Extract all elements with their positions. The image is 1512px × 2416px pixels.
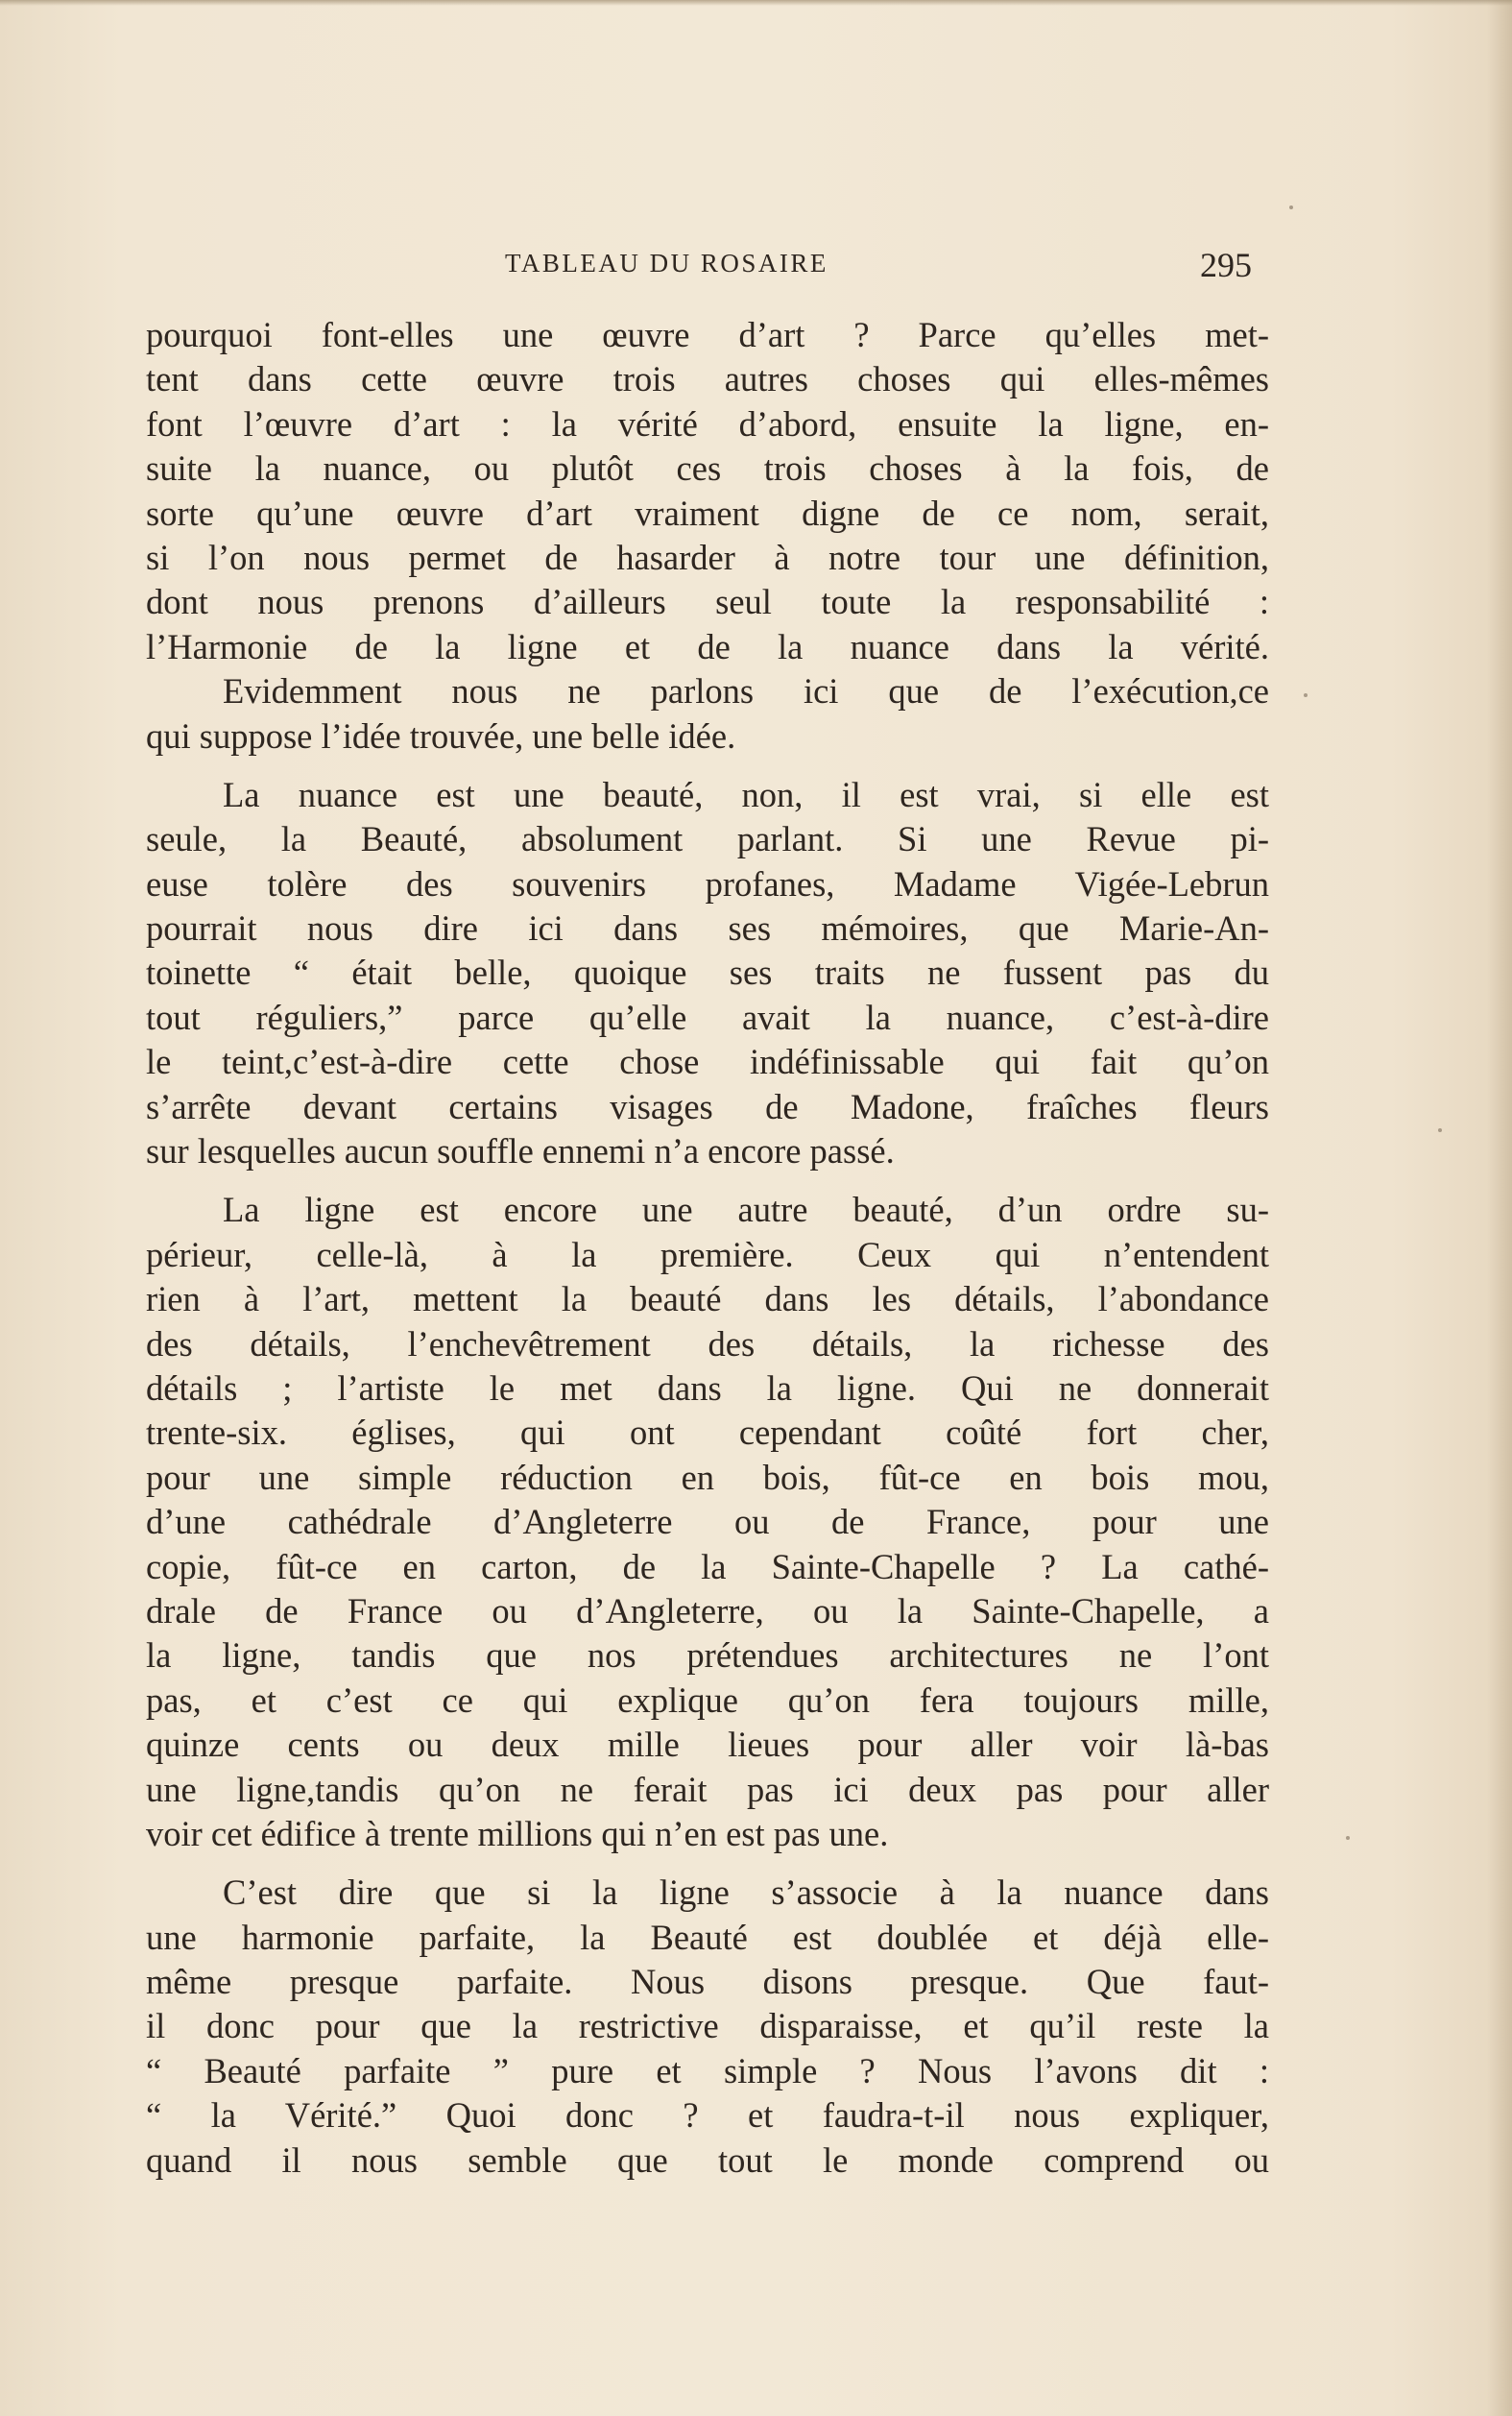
text-line: seule, la Beauté, absolument parlant. Si une Revue pi- (146, 819, 1269, 859)
text-line: copie, fût-ce en carton, de la Sainte-Chapelle ? La cathé- (146, 1546, 1269, 1586)
text-line: l’Harmonie de la ligne et de la nuance dans la vérité. (146, 626, 1269, 666)
paper-speck (1346, 1836, 1350, 1840)
text-line: une harmonie parfaite, la Beauté est doublée et déjà elle- (146, 1917, 1269, 1957)
text-line: la ligne, tandis que nos prétendues architectures ne l’ont (146, 1635, 1269, 1676)
text-line: même presque parfaite. Nous disons presque. Que faut- (146, 1962, 1269, 2002)
text-line: euse tolère des souvenirs profanes, Madame Vigée-Lebrun (146, 863, 1269, 904)
text-line: quinze cents ou deux mille lieues pour aller voir là-bas (146, 1725, 1269, 1765)
text-line: des détails, l’enchevêtrement des détails, la richesse des (146, 1323, 1269, 1364)
text-line: font l’œuvre d’art : la vérité d’abord, ensuite la ligne, en- (146, 403, 1269, 444)
text-line: d’une cathédrale d’Angleterre ou de France, pour une (146, 1502, 1269, 1542)
text-line: “ la Vérité.” Quoi donc ? et faudra-t-il nous expliquer, (146, 2095, 1269, 2136)
text-line: pourquoi font-elles une œuvre d’art ? Parce qu’elles met- (146, 315, 1269, 354)
text-line: “ Beauté parfaite ” pure et simple ? Nous l’avons dit : (146, 2050, 1269, 2090)
text-line: drale de France ou d’Angleterre, ou la Sainte-Chapelle, a (146, 1590, 1269, 1631)
paragraph-4 (146, 1871, 1269, 2183)
paragraph-2 (146, 773, 1269, 1174)
text-line: sorte qu’une œuvre d’art vraiment digne de ce nom, serait, (146, 493, 1269, 533)
text-line: voir cet édifice à trente millions qui n’en est pas une. (146, 1813, 889, 1853)
text-line: une ligne,tandis qu’on ne ferait pas ici deux pas pour aller (146, 1769, 1269, 1809)
paragraph-gap (146, 759, 1269, 773)
text-line: dont nous prenons d’ailleurs seul toute la responsabilité : (146, 582, 1269, 622)
paper-speck (1289, 205, 1293, 209)
text-line: détails ; l’artiste le met dans la ligne. Qui ne donnerait (146, 1367, 1269, 1408)
text-line: tent dans cette œuvre trois autres choses qui elles-mêmes (146, 359, 1269, 399)
text-line: s’arrête devant certains visages de Madone, fraîches fleurs (146, 1086, 1269, 1126)
text-line: sur lesquelles aucun souffle ennemi n’a encore passé. (146, 1131, 895, 1172)
text-line: périeur, celle-là, à la première. Ceux qui n’entendent (146, 1234, 1269, 1274)
text-line: trente-six. églises, qui ont cependant coûté fort cher, (146, 1413, 1269, 1453)
paragraph-gap (146, 1856, 1269, 1871)
text-line: si l’on nous permet de hasarder à notre tour une définition, (146, 537, 1269, 577)
text-line: tout réguliers,” parce qu’elle avait la nuance, c’est-à-dire (146, 997, 1269, 1037)
text-line: suite la nuance, ou plutôt ces trois choses à la fois, de (146, 448, 1269, 489)
text-line: il donc pour que la restrictive disparaisse, et qu’il reste la (146, 2006, 1269, 2046)
text-line: pourrait nous dire ici dans ses mémoires, que Marie-An- (146, 908, 1269, 949)
paper-speck (1304, 693, 1308, 697)
text-line: La nuance est une beauté, non, il est vrai, si elle est (223, 774, 1269, 814)
page-edge-shadow (1487, 0, 1512, 2416)
running-title: TABLEAU DU ROSAIRE (505, 249, 828, 278)
body-text (146, 313, 1269, 2183)
text-line: qui suppose l’idée trouvée, une belle idée. (146, 715, 736, 756)
page-number: 295 (1200, 246, 1252, 284)
text-line: toinette “ était belle, quoique ses traits ne fussent pas du (146, 953, 1269, 993)
text-line: La ligne est encore une autre beauté, d’un ordre su- (223, 1190, 1269, 1230)
text-line: le teint,c’est-à-dire cette chose indéfinissable qui fait qu’on (146, 1042, 1269, 1082)
text-line: Evidemment nous ne parlons ici que de l’exécution,ce (223, 671, 1269, 712)
page-top-edge (0, 0, 1512, 6)
text-line: quand il nous semble que tout le monde comprend ou (146, 2139, 1269, 2180)
paragraph-1 (146, 313, 1269, 759)
paper-speck (1438, 1128, 1442, 1132)
text-line: pas, et c’est ce qui explique qu’on fera toujours mille, (146, 1679, 1269, 1720)
text-line: pour une simple réduction en bois, fût-ce en bois mou, (146, 1457, 1269, 1497)
running-header (0, 244, 1512, 282)
text-line: C’est dire que si la ligne s’associe à la nuance dans (223, 1872, 1269, 1913)
text-line: rien à l’art, mettent la beauté dans les détails, l’abondance (146, 1279, 1269, 1319)
paragraph-gap (146, 1173, 1269, 1188)
paragraph-3 (146, 1188, 1269, 1856)
